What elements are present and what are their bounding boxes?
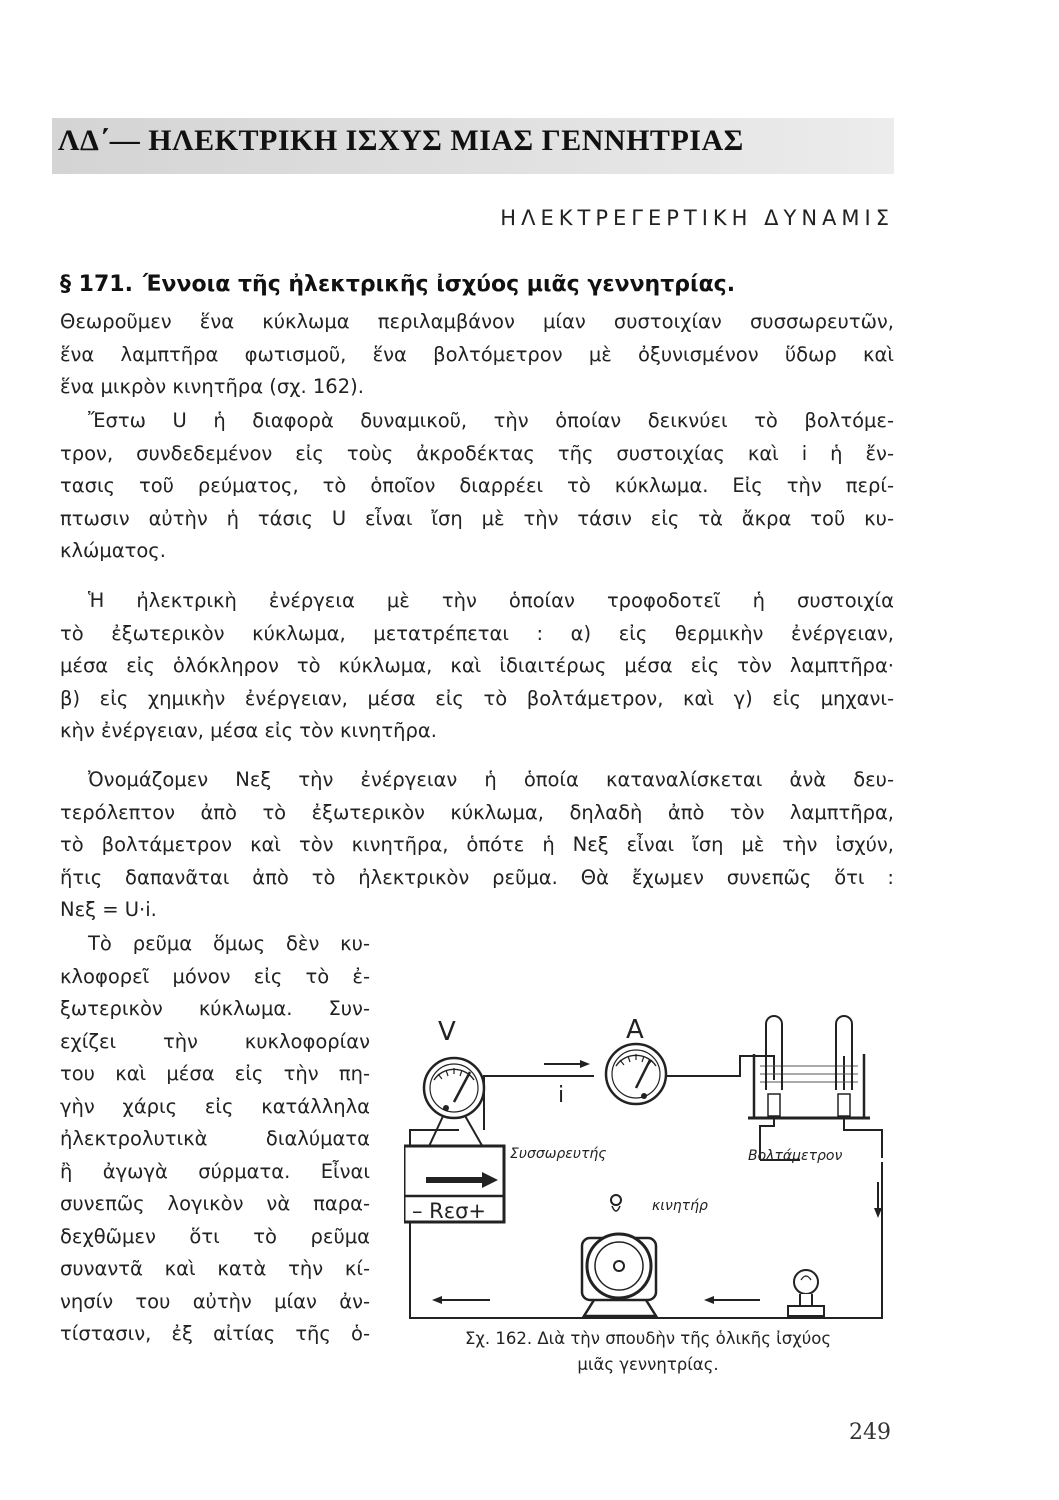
text-line: τασις τοῦ ρεύματος, τὸ ὁποῖον διαρρέει τὸ κύκλωμα. Εἰς τὴν περί-	[60, 474, 894, 498]
lamp-icon	[788, 1270, 824, 1316]
current-arrow-down-icon	[874, 1182, 882, 1218]
section-number: § 171.	[60, 272, 133, 297]
formula-line: Νεξ = U·i.	[60, 898, 157, 922]
text-line: τρον, συνδεδεμένον εἰς τοὺς ἀκροδέκτας τῆς συστοιχίας καὶ i ἡ ἔν-	[60, 441, 894, 465]
figure-caption	[398, 1326, 898, 1378]
side-paragraph	[60, 928, 370, 1351]
text-line: τὸ βολτάμετρον καὶ τὸν κινητῆρα, ὁπότε ἡ Νεξ εἶναι ἴση μὲ τὴν ἰσχύν,	[60, 833, 894, 857]
text-line: κλοφορεῖ μόνον εἰς τὸ ἐ-	[60, 964, 370, 988]
text-line: Ἔστω U ἡ διαφορὰ δυναμικοῦ, τὴν ὁποίαν δεικνύει τὸ βολτόμε-	[88, 409, 894, 432]
paragraph-3	[60, 585, 894, 748]
paragraph-4	[60, 764, 894, 927]
circuit-wire	[484, 1076, 594, 1130]
current-arrow-icon	[544, 1060, 590, 1068]
caption-line: μιᾶς γεννητρίας.	[577, 1355, 719, 1374]
page-number: 249	[849, 1420, 891, 1445]
subheading: ΗΛΕΚΤΡΕΓΕΡΤΙΚΗ ΔΥΝΑΜΙΣ	[500, 206, 894, 230]
text-line: ἥτις δαπανᾶται ἀπὸ τὸ ἠλεκτρικὸν ρεῦμα. Θὰ ἔχωμεν συνεπῶς ὅτι :	[60, 865, 894, 889]
circuit-diagram	[404, 1010, 894, 1328]
circuit-wire	[654, 1056, 774, 1080]
voltameter-label: Βολτάμετρον	[748, 1148, 843, 1164]
text-line: του καὶ μέσα εἰς τὴν πη-	[60, 1062, 370, 1085]
text-line: Ὀνομάζομεν Νεξ τὴν ἐνέργειαν ἡ ὁποία καταναλίσκεται ἀνὰ δευ-	[88, 768, 894, 791]
text-line: δεχθῶμεν ὅτι τὸ ρεῦμα	[60, 1224, 370, 1248]
text-line: Τὸ ρεῦμα ὅμως δὲν κυ-	[88, 932, 370, 955]
text-line: μέσα εἰς ὁλόκληρον τὸ κύκλωμα, καὶ ἰδιαιτέρως μέσα εἰς τὸν λαμπτῆρα·	[60, 654, 894, 678]
motor-label: κινητήρ	[652, 1198, 708, 1214]
current-label: i	[558, 1083, 565, 1108]
section-title: Έννοια τῆς ἠλεκτρικῆς ἰσχύος μιᾶς γεννητρίας.	[142, 272, 736, 297]
text-line: β) εἰς χημικὴν ἐνέργειαν, μέσα εἰς τὸ βολτάμετρον, καὶ γ) εἰς μηχανι-	[60, 686, 894, 710]
text-line: ξωτερικὸν κύκλωμα. Συν-	[60, 997, 370, 1020]
voltmeter-label: V	[438, 1017, 456, 1047]
voltmeter-icon	[424, 1058, 484, 1118]
text-line: πτωσιν αὐτὴν ἡ τάσις U εἶναι ἴση μὲ τὴν τάσιν εἰς τὰ ἄκρα τοῦ κυ-	[60, 506, 894, 530]
chapter-title: ΛΔ΄— ΗΛΕΚΤΡΙΚΗ ΙΣΧΥΣ ΜΙΑΣ ΓΕΝΝΗΤΡΙΑΣ	[58, 124, 744, 157]
ammeter-label: A	[626, 1015, 644, 1045]
motor-icon	[582, 1195, 656, 1316]
text-line: Ἡ ἠλεκτρικὴ ἐνέργεια μὲ τὴν ὁποίαν τροφοδοτεῖ ἡ συστοιχία	[88, 589, 894, 612]
text-line: συναντᾶ καὶ κατὰ τὴν κί-	[60, 1257, 370, 1280]
text-line: τὸ ἐξωτερικὸν κύκλωμα, μετατρέπεται : α) εἰς θερμικὴν ἐνέργειαν,	[60, 621, 894, 645]
text-line: ἕνα λαμπτῆρα φωτισμοῦ, ἕνα βολτόμετρον μὲ ὀξυνισμένον ὕδωρ καὶ	[60, 342, 894, 366]
text-line: Θεωροῦμεν ἕνα κύκλωμα περιλαμβάνον μίαν συστοιχίαν συσσωρευτῶν,	[60, 310, 894, 333]
text-line: νησίν του αὐτὴν μίαν ἀν-	[60, 1289, 370, 1313]
text-line: κὴν ἐνέργειαν, μέσα εἰς τὸν κινητῆρα.	[60, 719, 437, 743]
section-heading	[60, 272, 735, 297]
caption-line: Σχ. 162. Διὰ τὴν σπουδὴν τῆς ὁλικῆς ἰσχύος	[464, 1329, 832, 1348]
text-line: συνεπῶς λογικὸν νὰ παρα-	[60, 1192, 370, 1215]
text-line: ἠλεκτρολυτικὰ διαλύματα	[60, 1127, 370, 1150]
ammeter-icon	[606, 1044, 666, 1104]
text-line: ἕνα μικρὸν κινητῆρα (σχ. 162).	[60, 375, 364, 399]
paragraph-2	[60, 405, 894, 568]
voltameter-icon	[748, 1016, 870, 1118]
text-line: κλώματος.	[60, 539, 166, 563]
text-line: τερόλεπτον ἀπὸ τὸ ἐξωτερικὸν κύκλωμα, δηλαδὴ ἀπὸ τὸν λαμπτῆρα,	[60, 800, 894, 824]
text-line: τίστασιν, ἐξ αἰτίας τῆς ὁ-	[60, 1322, 370, 1345]
text-line: γὴν χάρις εἰς κατάλληλα	[60, 1094, 370, 1118]
battery-text: – Rεσ+	[412, 1199, 487, 1223]
text-line: ἢ ἀγωγὰ σύρματα. Εἶναι	[60, 1159, 370, 1183]
paragraph-1	[60, 306, 894, 404]
text-line: εχίζει τὴν κυκλοφορίαν	[60, 1029, 370, 1053]
battery-label: Συσσωρευτής	[510, 1146, 607, 1162]
